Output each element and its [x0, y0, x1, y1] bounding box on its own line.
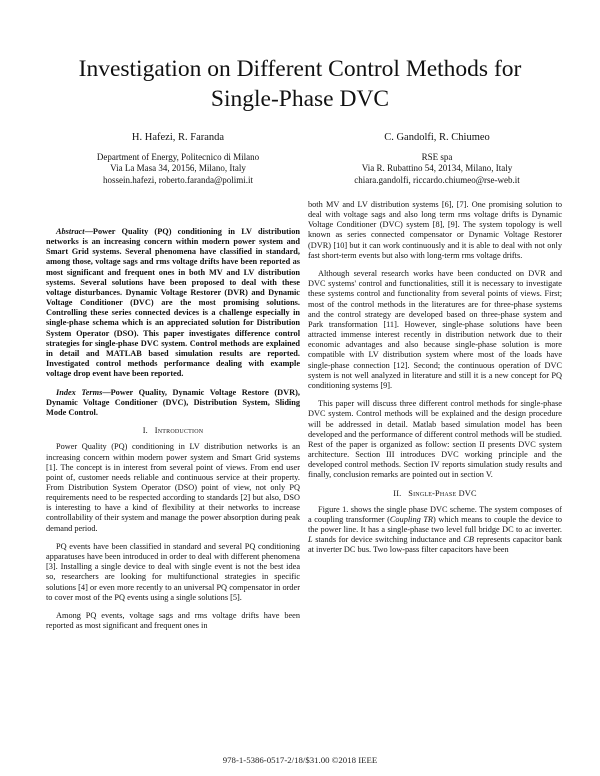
abstract-label: Abstract — [56, 227, 85, 236]
paper-title-line-2: Single-Phase DVC — [210, 86, 390, 112]
intro-paragraph-2: PQ events have been classified in standard and several PQ conditioning apparatuses have been introduced in order to deal with different phenomena [3]. Installing a single device to deal with single event is not the best idea so, researchers are looking for multifunctional strategies in specific solutions [4] or even more recently to an universal PQ compensator in order to cover most of the PQ events using a single solutions [5]. — [46, 541, 300, 602]
s2-term-l: L — [308, 535, 313, 545]
section-1-title: Introduction — [154, 426, 204, 436]
section-2-paragraph — [308, 505, 562, 556]
section-1-numeral: I. — [142, 426, 148, 436]
s2-text-c: stands for device switching inductance and — [312, 535, 464, 545]
section-2-title: Single-Phase DVC — [408, 488, 477, 498]
s2-text-d: represents capacitor bank at inverter DC bus. Two low-pass filter capacitors have been — [308, 535, 563, 555]
intro-paragraph-3-continued: both MV and LV distribution systems [6], [7]. One promising solution to deal with voltage sags and also long term rms voltage drifts is Dynamic Voltage Conditioner (DVC) system [8], [9]. The system topology is well known as series connected compensator or Dynamic Voltage Restorer (DVR) [10] but it can work continuously and it is able to deal with not only fast short-term events but also with long-term rms voltage drifts. — [308, 200, 562, 260]
intro-paragraph-3: Among PQ events, voltage sags and rms voltage drifts have been reported as most significant and frequent ones in — [46, 611, 300, 631]
paper-title — [40, 54, 560, 114]
affiliation-right: RSE spa — [421, 151, 453, 162]
author-names-left: H. Hafezi, R. Faranda — [131, 132, 225, 143]
abstract — [46, 227, 300, 379]
author-names-right: C. Gandolfi, R. Chiumeo — [384, 132, 490, 143]
index-terms-label: Index Terms — [56, 387, 103, 397]
address-right: Via R. Rubattino 54, 20134, Milano, Italy — [361, 163, 513, 173]
left-column — [46, 227, 300, 640]
affiliation-left: Department of Energy, Politecnico di Milano — [96, 151, 260, 162]
index-terms — [46, 388, 300, 418]
s2-term-cb: CB — [463, 535, 474, 545]
address-left: Via La Masa 34, 20156, Milano, Italy — [110, 163, 246, 173]
section-2-heading — [308, 489, 562, 499]
email-right: chiara.gandolfi, riccardo.chiumeo@rse-web.it — [354, 174, 520, 185]
intro-paragraph-4: Although several research works have been conducted on DVR and DVC systems' control and functionalities, still it is necessary to investigate these systems control and functionality from several points of views. First; most of the control methods in the literatures are for three-phase systems and the control strategy are developed based on three-phase system and Park transformation [11]. However, single-phase solutions have been attracted immense interest recently in distribution network due to their economic advantages and also because single-phase solution is more compatible with LV distribution system where most of the loads have single-phase connection [12]. Second; the continuous operation of DVC system is not well analyzed in literature and still it is a new concept for PQ conditioning systems [9]. — [308, 269, 562, 390]
right-column — [308, 200, 562, 564]
paper-title-line-1: Investigation on Different Control Methods for — [78, 56, 522, 82]
s2-text-a: Figure 1. shows the single phase DVC scheme. The system composes of a coupling transformer ( — [308, 504, 562, 524]
section-1-heading — [46, 426, 300, 436]
abstract-text: —Power Quality (PQ) conditioning in LV distribution networks is an increasing concern within modern power system and Smart Grid systems. Several phenomena have classified in standard, among those, voltage sags and rms voltage drifts have been reported as most significant and frequent ones in both MV and LV distribution systems. Several solutions have been proposed to deal with these voltage disturbances. Dynamic Voltage Restorer (DVR) and Dynamic Voltage Conditioner (DVC) are the most promising solutions. Controlling these series connected devices is a challenge especially in single-phase schema which is an appreciated solution for Distribution System Operator (DSO). This paper investigates difference control strategies for single-phase DVC system. Control methods are explained in detail and MATLAB based simulation results are reported. Investigated control methods performance dealing with example voltage drop event have been reported. — [46, 227, 300, 379]
s2-text-b: ) which means to couple the device to the power line. It has a single-phase two level full bridge DC to ac inverter. — [308, 514, 562, 535]
section-2-numeral: II. — [393, 488, 402, 498]
copyright-footer: 978-1-5386-0517-2/18/$31.00 ©2018 IEEE — [222, 755, 378, 765]
authors-right — [318, 132, 556, 186]
s2-term-coupling-tr: Coupling TR — [389, 514, 434, 524]
intro-paragraph-1: Power Quality (PQ) conditioning in LV distribution networks is an increasing concern within modern power system and Smart Grid systems [1]. The concept is in interest from several point of views. From end user point of, customer needs reliable and continuous service at their property. From Distribution System Operator (DSO) point of view, not only PQ requirements need to be respected according to standards [2] but also, DSO is interesting to have a kind of flexibility at their networks to increase controllability of their system and manage the power absorption during peak demand period. — [46, 442, 300, 533]
intro-paragraph-5: This paper will discuss three different control methods for single-phase DVC system. Control methods will be explained and the design procedure will be addressed in detail. Matlab based simulation model has been developed and the performance of different control methods will be studied. Rest of the paper is organized as follow: section II presents DVC system architecture. Section III introduces DVC working principle and the developed control methods. Section IV reports simulation study results and finally, conclusion remarks are pointed out in section V. — [308, 399, 562, 480]
index-terms-text: —Power Quality, Dynamic Voltage Restore (DVR), Dynamic Voltage Conditioner (DVC), Distribution System, Sliding Mode Control. — [46, 387, 300, 417]
email-left: hossein.hafezi, roberto.faranda@polimi.it — [103, 174, 253, 185]
authors-left — [60, 132, 296, 186]
